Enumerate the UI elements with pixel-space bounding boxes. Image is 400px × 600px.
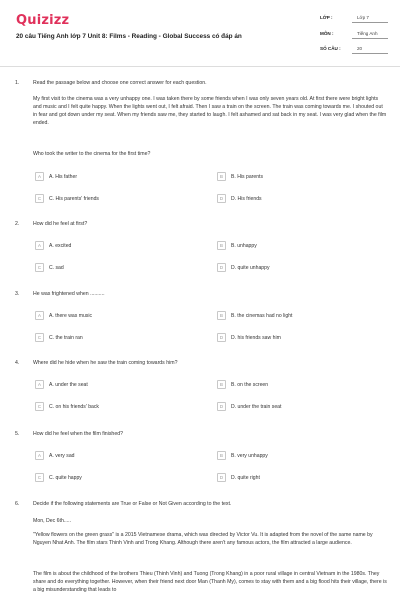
option-text: B. unhappy: [231, 242, 257, 249]
option-letter-box: B: [217, 172, 226, 181]
question-text: Who took the writer to the cinema for the first time?: [33, 151, 151, 157]
option-letter-box: D: [217, 263, 226, 272]
option-text: C. the train ran: [49, 334, 83, 341]
option-d[interactable]: [217, 333, 377, 343]
option-text: B. very unhappy: [231, 452, 268, 459]
option-a[interactable]: [35, 380, 195, 390]
question-text: How did he feel when the film finished?: [33, 431, 123, 437]
option-text: A. there was music: [49, 312, 93, 319]
option-letter-box: C: [35, 473, 44, 482]
option-text: A. excited: [49, 242, 72, 249]
option-letter-box: A: [35, 380, 44, 389]
page-header: [0, 0, 400, 67]
date-line: Mon, Dec 6th.....: [33, 518, 72, 524]
meta-underline: [352, 53, 388, 54]
quizizz-logo: Quizizz: [16, 13, 70, 28]
meta-value: Tiếng Anh: [357, 31, 378, 36]
option-d[interactable]: [217, 473, 377, 483]
question-number: 4.: [15, 360, 20, 366]
option-letter-box: B: [217, 451, 226, 460]
option-text: C. quite happy: [49, 474, 82, 481]
option-text: C. His parents' friends: [49, 195, 99, 202]
option-text: D. quite unhappy: [231, 264, 270, 271]
option-letter-box: B: [217, 241, 226, 250]
meta-key: LỚP :: [320, 15, 333, 20]
option-d[interactable]: [217, 194, 377, 204]
option-letter-box: B: [217, 311, 226, 320]
option-text: C. on his friends' back: [49, 403, 99, 410]
meta-value: Lớp 7: [357, 15, 369, 20]
option-text: C. sad: [49, 264, 64, 271]
option-letter-box: C: [35, 402, 44, 411]
option-c[interactable]: [35, 402, 195, 412]
option-letter-box: D: [217, 473, 226, 482]
option-letter-box: D: [217, 333, 226, 342]
question-text: How did he feel at first?: [33, 221, 88, 227]
header-divider: [0, 66, 400, 67]
option-letter-box: C: [35, 333, 44, 342]
option-c[interactable]: [35, 333, 195, 343]
option-text: D. his friends saw him: [231, 334, 281, 341]
question-number: 2.: [15, 221, 20, 227]
question-number: 6.: [15, 501, 20, 507]
passage-paragraph: "Yellow flowers on the green grass" is a 2015 Vietnamese drama, which was directed by Victor Vu. It is adapted from the novel of the same name by Nguyen Nhat Anh. The film stars Thinh Vinh and Trong Khang. Although there aren't any famous actors, the film attracted a large audience.: [33, 532, 373, 546]
option-a[interactable]: [35, 311, 195, 321]
option-b[interactable]: [217, 311, 377, 321]
option-letter-box: C: [35, 263, 44, 272]
question-instruction: Read the passage below and choose one correct answer for each question.: [33, 80, 207, 86]
option-letter-box: A: [35, 172, 44, 181]
question-text: Where did he hide when he saw the train coming towards him?: [33, 360, 178, 366]
meta-key: SỐ CÂU :: [320, 46, 341, 51]
option-text: A. very sad: [49, 452, 75, 459]
option-letter-box: B: [217, 380, 226, 389]
option-letter-box: C: [35, 194, 44, 203]
option-d[interactable]: [217, 263, 377, 273]
meta-key: MÔN :: [320, 31, 334, 36]
option-letter-box: D: [217, 402, 226, 411]
question-text: He was frightened when ..........: [33, 291, 105, 297]
option-a[interactable]: [35, 241, 195, 251]
question-instruction: Decide if the following statements are True or False or Not Given according to the text.: [33, 501, 232, 507]
document-title: 20 câu Tiếng Anh lớp 7 Unit 8: Films - Reading - Global Success có đáp án: [16, 33, 242, 40]
meta-underline: [352, 38, 388, 39]
option-letter-box: A: [35, 241, 44, 250]
option-a[interactable]: [35, 172, 195, 182]
option-text: A. His father: [49, 173, 78, 180]
option-c[interactable]: [35, 194, 195, 204]
meta-value: 20: [357, 46, 363, 51]
question-number: 1.: [15, 80, 20, 86]
option-text: A. under the seat: [49, 381, 88, 388]
option-b[interactable]: [217, 451, 377, 461]
option-text: B. on the screen: [231, 381, 269, 388]
option-c[interactable]: [35, 263, 195, 273]
option-c[interactable]: [35, 473, 195, 483]
option-text: B. His parents: [231, 173, 263, 180]
question-number: 5.: [15, 431, 20, 437]
option-letter-box: A: [35, 311, 44, 320]
option-text: B. the cinemas had no light: [231, 312, 293, 319]
meta-underline: [352, 22, 388, 23]
option-b[interactable]: [217, 241, 377, 251]
option-text: D. under the train seat: [231, 403, 282, 410]
option-text: D. His friends: [231, 195, 262, 202]
question-number: 3.: [15, 291, 20, 297]
option-text: D. quite right: [231, 474, 260, 481]
option-b[interactable]: [217, 380, 377, 390]
option-d[interactable]: [217, 402, 377, 412]
reading-passage: My first visit to the cinema was a very unhappy one. I was taken there by some friends when I was only seven years old. At first there were bright lights and music and I felt quite happy. When the lights went out, I felt afraid. Then I saw a train on the screen. The train was coming towards me. I shouted out in fear and got down under my seat. When my friends saw me, they started to laugh. I felt ashamed and sat back in my seat. I was very glad when the film ended.: [33, 96, 387, 126]
option-letter-box: D: [217, 194, 226, 203]
option-b[interactable]: [217, 172, 377, 182]
option-letter-box: A: [35, 451, 44, 460]
option-a[interactable]: [35, 451, 195, 461]
passage-paragraph: The film is about the childhood of the brothers Thieu (Thinh Vinh) and Tuong (Trong Khang) in a poor rural village in central Vietnam in the 1980s. They share and do everything together. However, when their friend next door Man (Thanh My), comes to stay with them and a big flood hits their village, there is a big misunderstanding that leads to: [33, 571, 387, 593]
